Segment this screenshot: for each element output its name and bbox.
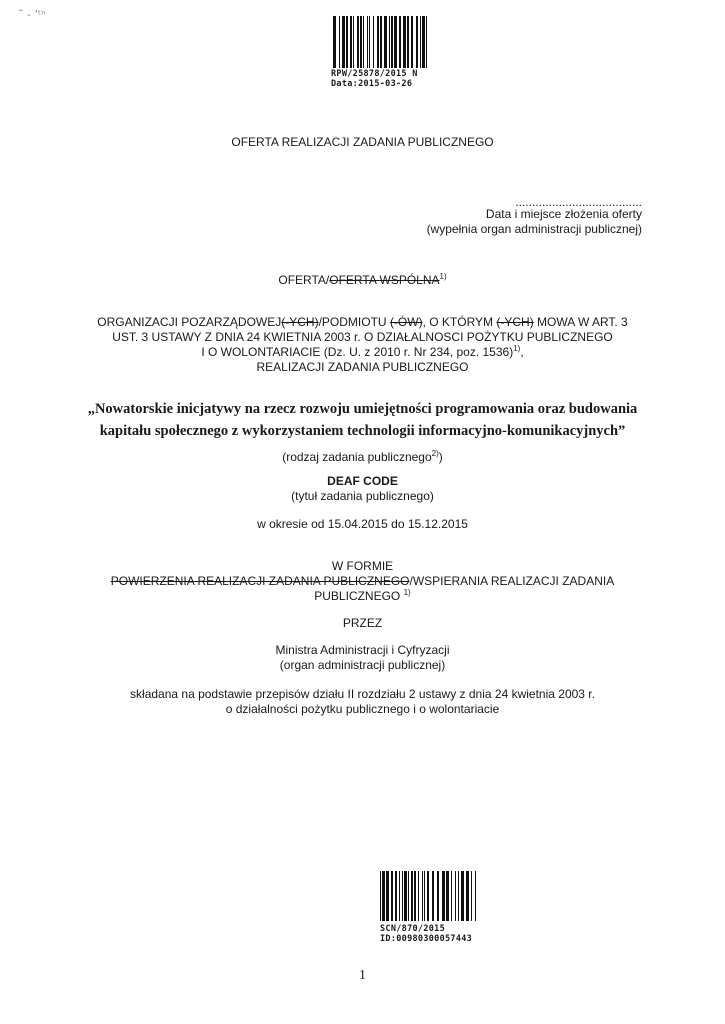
barcode-bar <box>475 871 476 921</box>
authority-name: Ministra Administracji i Cyfryzacji <box>275 643 450 657</box>
page-number: 1 <box>359 968 366 983</box>
org-text: ORGANIZACJI POZARZĄDOWEJ <box>97 315 282 329</box>
organization-line-3 <box>0 345 725 360</box>
org-struck: (-YCH) <box>281 315 319 329</box>
task-kind-caption <box>0 450 725 465</box>
form-line-1 <box>0 574 725 589</box>
organization-line-1 <box>0 315 725 330</box>
task-period: w okresie od 15.04.2015 do 15.12.2015 <box>257 517 468 531</box>
barcode-bottom-line1: SCN/870/2015 <box>380 924 446 934</box>
task-title-value: DEAF CODE <box>327 474 398 488</box>
org-text: MOWA W ART. 3 <box>533 315 628 329</box>
offer-type-sup: 1) <box>439 272 447 281</box>
barcode-bottom-line2: ID:00980300057443 <box>380 934 473 944</box>
org-text: , <box>520 345 524 359</box>
barcode-bottom-label <box>380 924 472 944</box>
document-heading: OFERTA REALIZACJI ZADANIA PUBLICZNEGO <box>231 135 494 149</box>
barcode-top-line1: RPW/25878/2015 N <box>331 69 418 79</box>
task-kind-caption-end: ) <box>438 450 443 464</box>
org-text: I O WOLONTARIACIE (Dz. U. z 2010 r. Nr 234, poz. 1536) <box>201 345 514 359</box>
legal-basis-line-2: o działalności pożytku publicznego i o wolontariacie <box>225 702 500 716</box>
task-kind-line-2: kapitału społecznego z wykorzystaniem technologii informacyjno-komunikacyjnych” <box>99 423 626 439</box>
task-kind <box>0 398 725 442</box>
form-line-2-text: PUBLICZNEGO <box>314 589 401 603</box>
offer-type-struck: OFERTA WSPÓLNA <box>329 273 440 287</box>
date-place-label: Data i miejsce złożenia oferty <box>485 207 642 221</box>
org-struck: (-YCH) <box>496 315 534 329</box>
form-sup: 1) <box>403 588 411 597</box>
form-label: W FORMIE <box>331 559 394 573</box>
task-kind-line-1: „Nowatorskie inicjatywy na rzecz rozwoju umiejętności programowania oraz budowania <box>87 401 638 417</box>
task-kind-caption-sup: 2) <box>431 449 439 458</box>
barcode-top-line2: Data:2015-03-26 <box>331 79 413 89</box>
barcode-bottom-image <box>380 871 476 921</box>
organization-line-4: REALIZACJI ZADANIA PUBLICZNEGO <box>256 360 469 374</box>
org-text: , O KTÓRYM <box>422 315 497 329</box>
handwritten-scribble: ˜ - ’ᵗⁿ <box>18 8 46 21</box>
organization-block <box>0 315 725 375</box>
task-kind-caption-text: (rodzaj zadania publicznego <box>282 450 432 464</box>
date-place-dots: ...................................... <box>515 195 642 209</box>
offer-type <box>0 273 725 288</box>
organization-line-2: UST. 3 USTAWY Z DNIA 24 KWIETNIA 2003 r. O DZIAŁALNOSCI POŻYTKU PUBLICZNEGO <box>112 330 613 344</box>
form-struck: POWIERZENIA REALIZACJI ZADANIA PUBLICZNEGO <box>110 574 410 588</box>
authority-caption: (organ administracji publicznej) <box>279 658 446 672</box>
org-sup: 1) <box>513 344 521 353</box>
form-line-2 <box>0 589 725 604</box>
org-text: /PODMIOTU <box>318 315 390 329</box>
task-title-caption: (tytuł zadania publicznego) <box>291 489 434 503</box>
date-place-note: (wypełnia organ administracji publicznej) <box>426 222 642 236</box>
legal-basis-line-1: składana na podstawie przepisów działu II rozdziału 2 ustawy z dnia 24 kwietnia 2003 r. <box>130 687 595 701</box>
barcode-top-label <box>331 69 418 89</box>
barcode-top-image <box>333 16 429 68</box>
offer-type-plain: OFERTA/ <box>278 273 330 287</box>
through-label: PRZEZ <box>342 616 383 630</box>
org-struck: (-ÓW) <box>389 315 423 329</box>
barcode-bar <box>427 16 429 68</box>
form-rest: /WSPIERANIA REALIZACJI ZADANIA <box>409 574 615 588</box>
date-place-block <box>420 197 642 237</box>
